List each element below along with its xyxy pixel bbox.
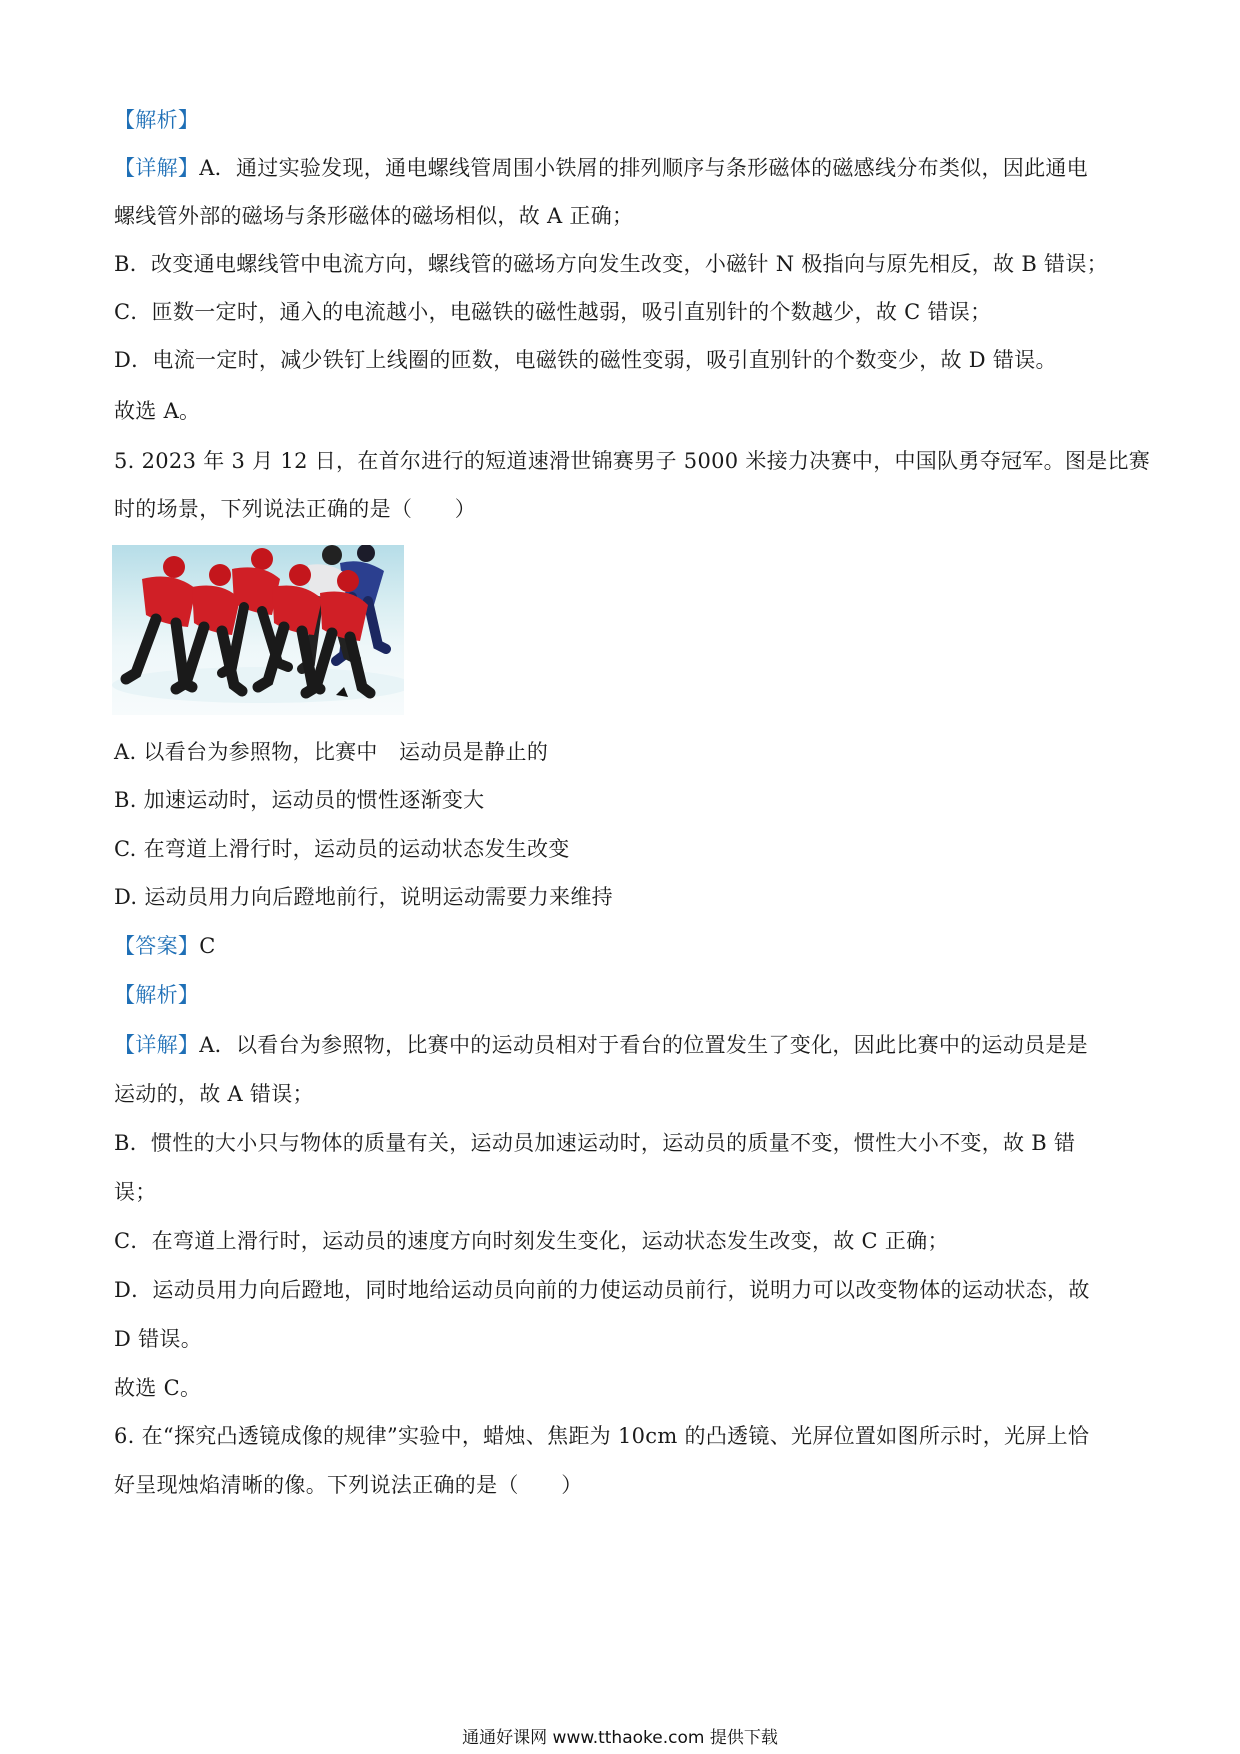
text-line: D．运动员用力向后蹬地，同时地给运动员向前的力使运动员前行，说明力可以改变物体的运动状态，故 (114, 1278, 1090, 1302)
text-line: D 错误。 (114, 1327, 203, 1351)
detail-line (114, 1031, 1124, 1059)
detail-tag: 【详解】 (114, 156, 200, 180)
question-5-line: 时的场景，下列说法正确的是（ ） (114, 497, 477, 521)
answer-value: C (199, 934, 216, 958)
option-b: B. 加速运动时，运动员的惯性逐渐变大 (114, 788, 485, 812)
text-line: 螺线管外部的磁场与条形磁体的磁场相似，故 A 正确； (114, 204, 634, 228)
option-a: A. 以看台为参照物，比赛中 运动员是静止的 (114, 740, 549, 764)
detail-tag: 【详解】 (114, 1033, 200, 1057)
detail-text: A．以看台为参照物，比赛中的运动员相对于看台的位置发生了变化，因此比赛中的运动员是是 (199, 1033, 1088, 1057)
text-line: D．电流一定时，减少铁钉上线圈的匝数，电磁铁的磁性变弱，吸引直别针的个数变少，故 D 错误。 (114, 348, 1057, 372)
text-line: C．匝数一定时，通入的电流越小，电磁铁的磁性越弱，吸引直别针的个数越少，故 C 错误； (114, 300, 992, 324)
detail-text: A．通过实验发现，通电螺线管周围小铁屑的排列顺序与条形磁体的磁感线分布类似，因此通电 (199, 156, 1088, 180)
answer-tag: 【答案】 (114, 934, 200, 958)
skaters-illustration (112, 545, 404, 715)
text-line: B．惯性的大小只与物体的质量有关，运动员加速运动时，运动员的质量不变，惯性大小不变，故 B 错 (114, 1131, 1076, 1155)
text-line: C．在弯道上滑行时，运动员的速度方向时刻发生变化，运动状态发生改变，故 C 正确； (114, 1229, 949, 1253)
page-footer: 通通好课网 www.tthaoke.com 提供下载 (462, 1728, 778, 1748)
detail-line (114, 154, 1124, 182)
text-line: 误； (114, 1180, 157, 1204)
question-5-line: 5. 2023 年 3 月 12 日，在首尔进行的短道速滑世锦赛男子 5000 米接力决赛中，中国队勇夺冠军。图是比赛 (114, 449, 1151, 473)
question-6-line: 6. 在“探究凸透镜成像的规律”实验中，蜡烛、焦距为 10cm 的凸透镜、光屏位置如图所示时，光屏上恰 (114, 1424, 1090, 1448)
analysis-heading: 【解析】 (114, 108, 200, 132)
text-line: 运动的，故 A 错误； (114, 1082, 314, 1106)
analysis-heading: 【解析】 (114, 983, 200, 1007)
text-line: 故选 A。 (114, 399, 201, 423)
text-line: 故选 C。 (114, 1376, 202, 1400)
speed-skating-photo (112, 545, 404, 715)
answer-line (114, 932, 1124, 960)
option-d: D. 运动员用力向后蹬地前行，说明运动需要力来维持 (114, 885, 613, 909)
text-line: B．改变通电螺线管中电流方向，螺线管的磁场方向发生改变，小磁针 N 极指向与原先相反，故 B 错误； (114, 252, 1108, 276)
question-6-line: 好呈现烛焰清晰的像。下列说法正确的是（ ） (114, 1473, 583, 1497)
option-c: C. 在弯道上滑行时，运动员的运动状态发生改变 (114, 837, 570, 861)
